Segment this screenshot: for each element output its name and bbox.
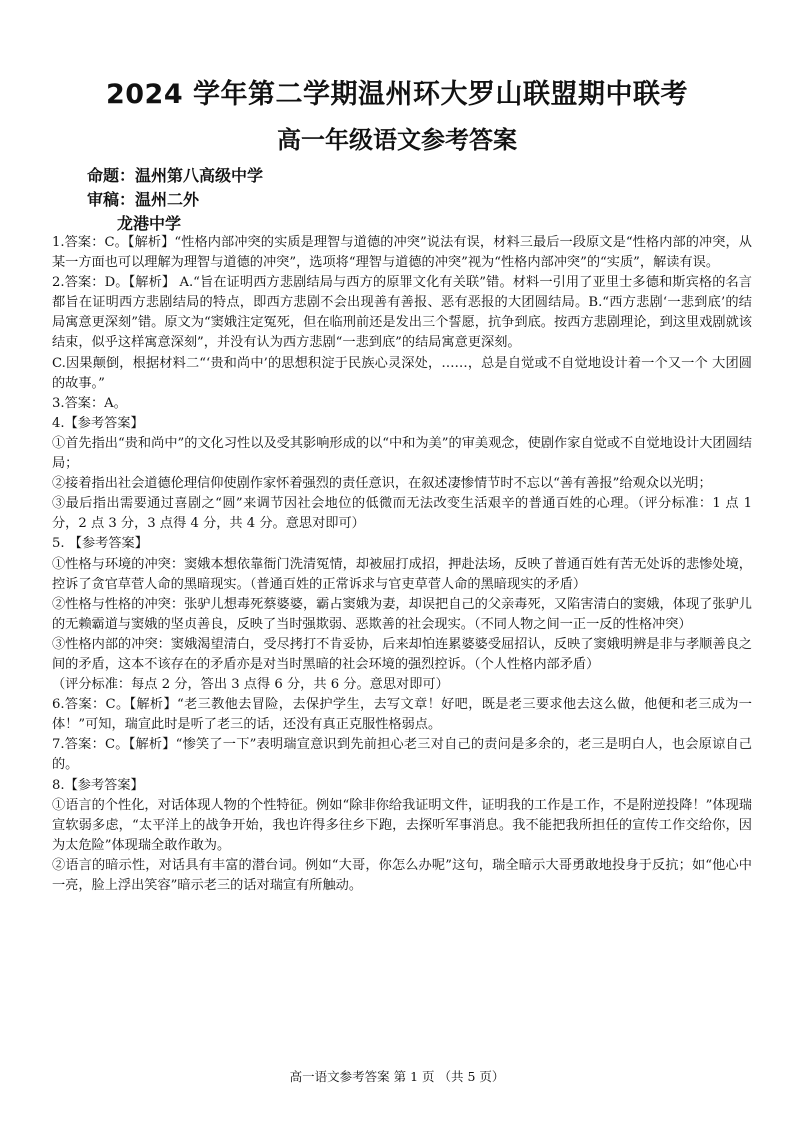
answer-q4-point3: ③最后指出需要通过喜剧之“圆”来调节因社会地位的低微而无法改变生活艰辛的普通百姓的心理。（评分标准：1 点 1 分，2 点 3 分，3 点得 4 分，共 4 分。意思对即可）: [52, 496, 752, 532]
answer-q8-point2: ②语言的暗示性，对话具有丰富的潜台词。例如“大哥，你怎么办呢”这句，瑞全暗示大哥勇敢地投身于反抗；如“他心中一亮，脸上浮出笑容”暗示老三的话对瑞宣有所触动。: [52, 857, 752, 893]
answer-q6: 6.答案：C。【解析】“老三教他去冒险，去保护学生，去写文章！好吧，既是老三要求他去这么做，他便和老三成为一体！”可知，瑞宣此时是听了老三的话，还没有真正克服性格弱点。: [52, 697, 752, 733]
answer-q5-point3: ③性格内部的冲突：窦娥渴望清白，受尽拷打不肯妥协，后来却怕连累婆婆受屈招认，反映了窦娥明辨是非与孝顺善良之间的矛盾，这本不该存在的矛盾亦是对当时黑暗的社会环境的强烈控诉。（个人性格内部矛盾）: [52, 636, 752, 672]
answer-q2-c: C.因果颠倒，根据材料二“‘贵和尚中’的思想积淀于民族心灵深处，……，总是自觉或不自觉地设计着一个又一个 大团圆的故事。”: [52, 355, 752, 391]
answer-q4-point2: ②接着指出社会道德伦理信仰使剧作家怀着强烈的责任意识，在叙述凄惨情节时不忘以“善有善报”给观众以光明；: [52, 476, 712, 492]
answer-key-subtitle: 高一年级语文参考答案: [277, 126, 517, 154]
answer-q5-heading: 5. 【参考答案】: [52, 536, 148, 552]
answer-q8-point1: ①语言的个性化，对话体现人物的个性特征。例如“除非你给我证明文件，证明我的工作是工作，不是附逆投降！”体现瑞宣软弱多虑，“太平洋上的战争开始，我也许得多往乡下跑，去探听军事消息。我不能把我所担任的宣传工作交给你，因为太危险”体现瑞全敢作敢为。: [52, 797, 752, 853]
answer-body: [52, 233, 752, 896]
exam-title: 2024 学年第二学期温州环大罗山联盟期中联考: [105, 79, 689, 110]
answer-q8-heading: 8.【参考答案】: [52, 777, 144, 793]
answer-q3: 3.答案：A。: [52, 395, 127, 411]
page-footer: 高一语文参考答案 第 1 页 （共 5 页）: [289, 1069, 505, 1084]
answer-q4-heading: 4.【参考答案】: [52, 415, 144, 431]
proposer-line: 命题：温州第八高级中学: [87, 166, 264, 185]
answer-q5-point2: ②性格与性格的冲突：张驴儿想毒死蔡婆婆，霸占窦娥为妻，却误把自己的父亲毒死，又陷害清白的窦娥，体现了张驴儿的无赖霸道与窦娥的坚贞善良，反映了当时强欺弱、恶欺善的社会现实。（不同人物之间一正一反的性格冲突）: [52, 596, 752, 632]
answer-q1: 1.答案：C。【解析】“性格内部冲突的实质是理智与道德的冲突”说法有误，材料三最后一段原文是“性格内部的冲突，从某一方面也可以理解为理智与道德的冲突”，选项将“理智与道德的冲突”视为“性格内部冲突”的“实质”，解读有误。: [52, 235, 752, 271]
answer-q5-scoring: （评分标准：每点 2 分，答出 3 点得 6 分，共 6 分。意思对即可）: [52, 677, 449, 693]
answer-q4-point1: ①首先指出“贵和尚中”的文化习性以及受其影响形成的以“中和为美”的审美观念，使剧作家自觉或不自觉地设计大团圆结局；: [52, 435, 752, 472]
reviewer-line-2: 龙港中学: [117, 214, 182, 233]
reviewer-line: 审稿：温州二外: [87, 190, 200, 209]
answer-q5-point1: ①性格与环境的冲突：窦娥本想依靠衙门洗清冤情，却被屈打成招，押赴法场，反映了普通百姓有苦无处诉的悲惨处境，控诉了贪官草菅人命的黑暗现实。（普通百姓的正常诉求与官吏草菅人命的黑暗现实的矛盾）: [52, 556, 752, 592]
answer-q2: 2.答案：D。【解析】 A.“旨在证明西方悲剧结局与西方的原罪文化有关联”错。材料一引用了亚里士多德和斯宾格的名言都旨在证明西方悲剧结局的特点，即西方悲剧不会出现善有善报、恶有恶报的大团圆结局。B.“西方悲剧‘一悲到底’的结局寓意更深刻”错。原文为“窦娥注定冤死，但在临刑前还是发出三个誓愿，抗争到底。按西方悲剧理论，到这里戏剧就该结束，似乎这样寓意深刻”，并没有认为西方悲剧“一悲到底”的结局寓意更深刻。: [52, 275, 752, 351]
answer-q7: 7.答案：C。【解析】“惨笑了一下”表明瑞宣意识到先前担心老三对自己的责问是多余的，老三是明白人，也会原谅自己的。: [52, 737, 752, 773]
